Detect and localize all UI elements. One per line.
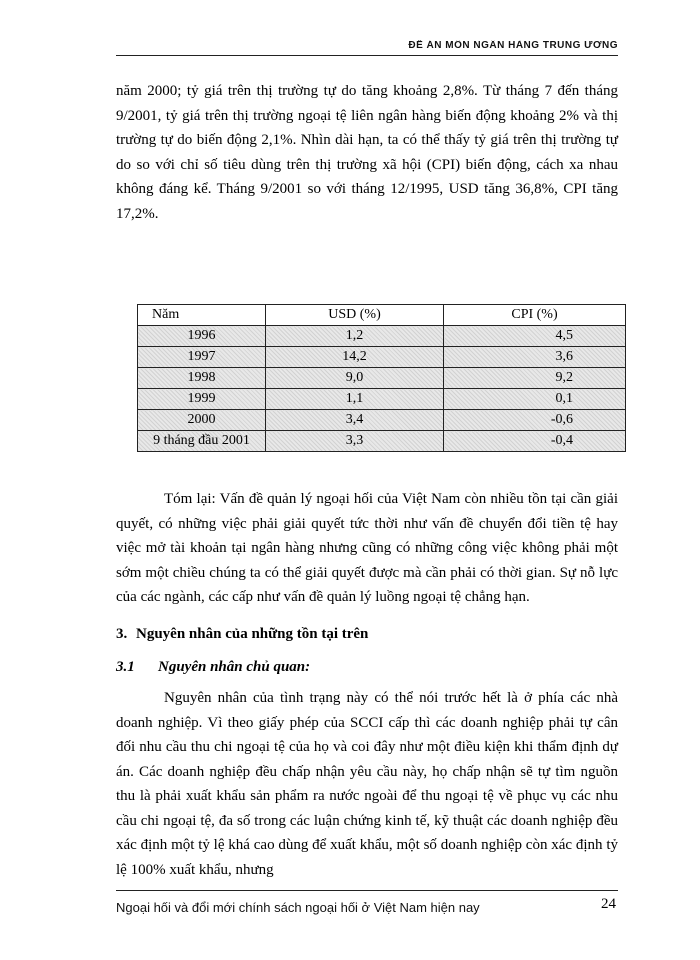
page-number: 24 bbox=[601, 896, 616, 912]
cell-cpi: -0,4 bbox=[444, 431, 626, 452]
section-number: 3.1 bbox=[116, 659, 135, 675]
table-row bbox=[138, 410, 626, 431]
table-row bbox=[138, 326, 626, 347]
footer-rule bbox=[116, 890, 618, 891]
cell-cpi: 0,1 bbox=[444, 389, 626, 410]
cell-year: 1998 bbox=[138, 368, 266, 389]
section-title: Nguyên nhân của những tồn tại trên bbox=[136, 626, 369, 642]
header-rule bbox=[116, 55, 618, 56]
cell-cpi: 9,2 bbox=[444, 368, 626, 389]
table-row bbox=[138, 368, 626, 389]
table-row bbox=[138, 347, 626, 368]
table-row bbox=[138, 389, 626, 410]
cell-usd: 1,2 bbox=[266, 326, 444, 347]
cell-year: 1999 bbox=[138, 389, 266, 410]
header-usd: USD (%) bbox=[266, 305, 444, 326]
table-row bbox=[138, 431, 626, 452]
header-cpi: CPI (%) bbox=[444, 305, 626, 326]
cell-usd: 1,1 bbox=[266, 389, 444, 410]
cell-usd: 14,2 bbox=[266, 347, 444, 368]
running-footer: Ngoại hối và đổi mới chính sách ngoại hối ở Việt Nam hiện nay bbox=[116, 900, 480, 915]
cell-cpi: 3,6 bbox=[444, 347, 626, 368]
cell-cpi: -0,6 bbox=[444, 410, 626, 431]
table-header-row bbox=[138, 305, 626, 326]
header-year: Năm bbox=[138, 305, 266, 326]
section-heading-3 bbox=[116, 626, 368, 643]
cell-cpi: 4,5 bbox=[444, 326, 626, 347]
paragraph-subjective-causes: Nguyên nhân của tình trạng này có thể nói trước hết là ở phía các nhà doanh nghiệp. Vì theo giấy phép của SCCI cấp thì các doanh nghiệp phải tự cân đối nhu cầu thu chi ngoại tệ của họ và coi đây như một điều kiện khi thẩm định dự án. Các doanh nghiệp đều chấp nhận yêu cầu này, họ chấp nhận sẽ tự tìm nguồn thu là phải xuất khẩu sản phẩm ra nước ngoài để thu ngoại tệ về phục vụ các nhu cầu chi ngoại tệ, đa số trong các luận chứng kinh tế, kỹ thuật các doanh nghiệp đều xác định một tỷ lệ khá cao dùng để xuất khẩu, một số doanh nghiệp còn xác định tỷ lệ 100% xuất khẩu, nhưng bbox=[116, 690, 618, 878]
section-heading-3-1 bbox=[116, 659, 310, 676]
cell-usd: 9,0 bbox=[266, 368, 444, 389]
paragraph-exchange-rate: năm 2000; tỷ giá trên thị trường tự do tăng khoảng 2,8%. Từ tháng 7 đến tháng 9/2001, tỷ giá trên thị trường ngoại tệ liên ngân hàng biến động khoảng 2% và thị trường tự do biến động 2,1%. Nhìn dài hạn, ta có thể thấy tỷ giá trên thị trường tự do so với chỉ số tiêu dùng trên thị trường xã hội (CPI) biến động, cách xa nhau không đáng kể. Tháng 9/2001 so với tháng 12/1995, USD tăng 36,8%, CPI tăng 17,2%. bbox=[116, 83, 618, 222]
cell-usd: 3,4 bbox=[266, 410, 444, 431]
running-header: ĐỀ ÁN MÔN NGÂN HÀNG TRUNG ƯƠNG bbox=[408, 40, 618, 51]
section-number: 3. bbox=[116, 626, 128, 642]
usd-cpi-table bbox=[137, 304, 626, 452]
cell-year: 1996 bbox=[138, 326, 266, 347]
cell-year: 1997 bbox=[138, 347, 266, 368]
cell-year: 9 tháng đầu 2001 bbox=[138, 431, 266, 452]
cell-usd: 3,3 bbox=[266, 431, 444, 452]
section-title: Nguyên nhân chủ quan: bbox=[158, 659, 311, 675]
paragraph-summary: Tóm lại: Vấn đề quản lý ngoại hối của Việt Nam còn nhiều tồn tại cần giải quyết, có những việc phải giải quyết tức thời như vấn đề chuyển đổi tiền tệ hay việc mở tài khoản tại ngân hàng nhưng cũng có những công việc không phải một sớm một chiều chúng ta có thể giải quyết được mà cần phải có thời gian. Sự nỗ lực của các ngành, các cấp như vấn đề quản lý luồng ngoại tệ chẳng hạn. bbox=[116, 491, 618, 605]
cell-year: 2000 bbox=[138, 410, 266, 431]
